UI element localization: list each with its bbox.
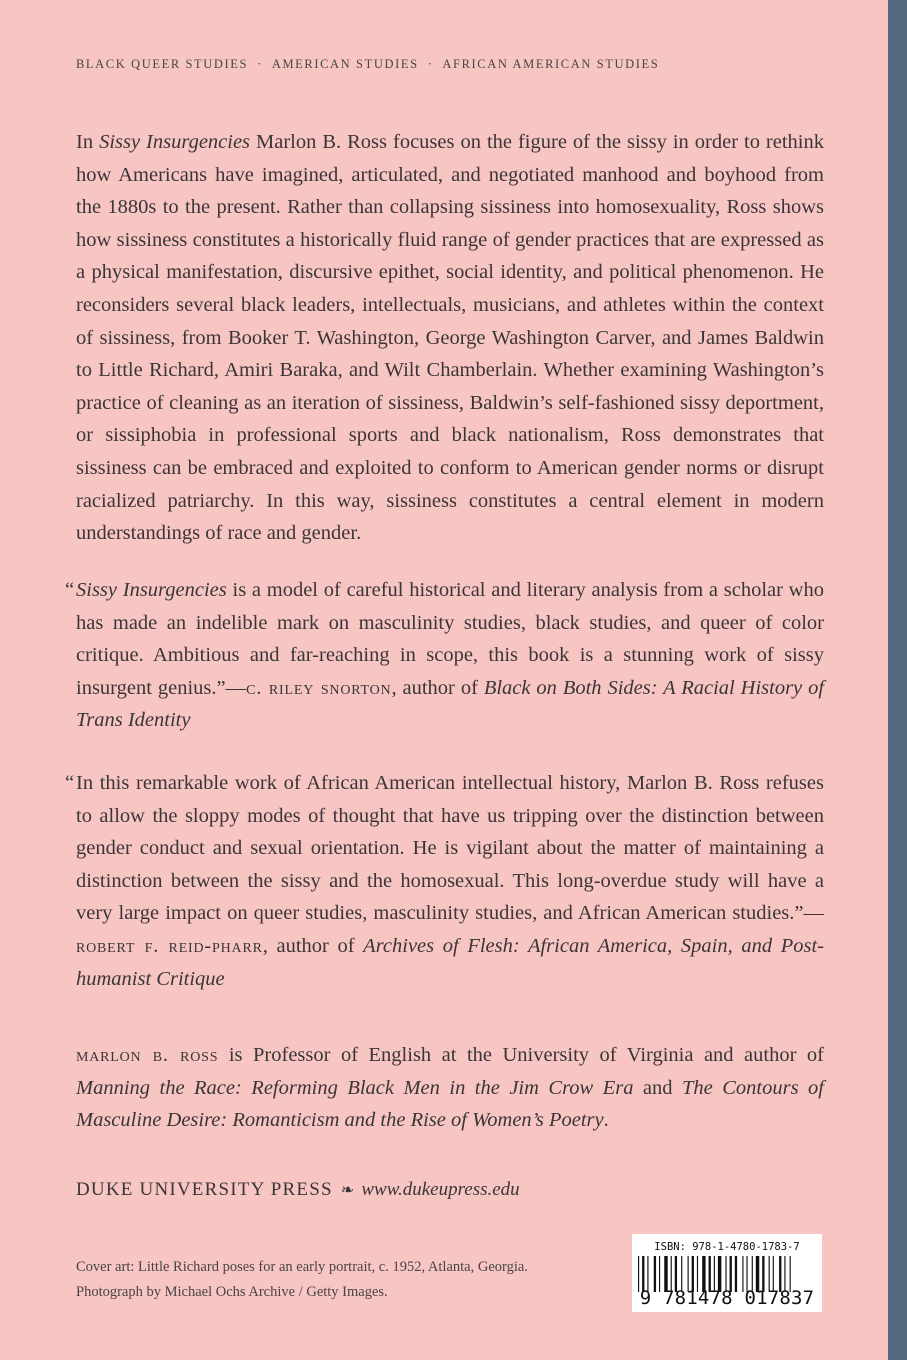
series-list [76, 57, 659, 72]
quote-author: c. riley snorton [246, 676, 392, 699]
bio-end: . [603, 1109, 609, 1132]
bio-text: is Professor of English at the University of Virginia and author of [218, 1044, 824, 1066]
series-item: BLACK QUEER STUDIES [76, 57, 249, 71]
open-quote: “ [65, 579, 75, 601]
series-separator: · [257, 57, 263, 71]
book-description [76, 126, 824, 550]
fleuron-icon: ❧ [340, 1182, 356, 1199]
publisher-url: www.dukeupress.edu [361, 1179, 520, 1200]
credit-line-2: Photograph by Michael Ochs Archive / Getty Images. [76, 1284, 388, 1300]
endorsement-reid-pharr [65, 767, 824, 995]
series-separator: · [427, 57, 434, 71]
credit-line-1: Cover art: Little Richard poses for an early portrait, c. 1952, Atlanta, Georgia. [76, 1259, 528, 1275]
blurb-lead: In [76, 131, 100, 153]
series-item: AMERICAN STUDIES [271, 57, 419, 71]
bio-conjunction: and [633, 1076, 683, 1099]
spine-edge [888, 0, 907, 1360]
series-item: AFRICAN AMERICAN STUDIES [442, 57, 660, 71]
isbn-label: ISBN: 978-1-4780-1783-7 [654, 1241, 800, 1253]
quote-text: is a model of careful historical and literary analysis from a scholar who has made an indelible mark on masculinity studies, black studies, and queer of color critique. Ambitious and far-reaching in scope, this book is a stunning work of sissy insurgent genius.”— [76, 579, 824, 699]
author-bio [76, 1039, 824, 1137]
bio-book-2: The Contours of Masculine Desire: Romanticism and the Rise of Women’s Poetry [76, 1076, 824, 1132]
quote-author: robert f. reid-pharr [76, 934, 263, 957]
quote-author-of: , author of [262, 934, 364, 957]
barcode-digits: 9 781478 017837 [639, 1287, 815, 1309]
open-quote: “ [65, 772, 75, 794]
cover-credit [76, 1255, 528, 1305]
quote-author-work: Archives of Flesh: African America, Spain, and Post-humanist Critique [76, 934, 824, 990]
quote-book-title: Sissy Insurgencies [76, 579, 227, 601]
endorsement-snorton [65, 574, 825, 737]
publisher-line [76, 1179, 520, 1201]
isbn-barcode [632, 1234, 822, 1312]
book-title: Sissy Insurgencies [99, 131, 251, 153]
quote-author-work: Black on Both Sides: A Racial History of Trans Identity [76, 676, 825, 732]
bio-book-1: Manning the Race: Reforming Black Men in the Jim Crow Era [76, 1076, 634, 1099]
quote-author-of: , author of [391, 676, 484, 699]
author-name: marlon b. ross [76, 1044, 219, 1066]
quote-text: In this remarkable work of African American intellectual history, Marlon B. Ross refuses to allow the sloppy modes of thought that have us tripping over the distinction between gender conduct and sexual orientation. He is vigilant about the matter of maintaining a distinction between the sissy and the homosexual. This long-overdue study will have a very large impact on queer studies, masculinity studies, and African American studies.”— [76, 772, 824, 925]
blurb-text: Marlon B. Ross focuses on the figure of the sissy in order to rethink how Americans have imagined, articulated, and negotiated manhood and boyhood from the 1880s to the present. Rather than collapsing sissiness into homosexuality, Ross shows how sissiness constitutes a historically fluid range of gender practices that are expressed as a physical manifestation, discursive epithet, social identity, and political phenomenon. He reconsiders several black leaders, intellectuals, musicians, and athletes within the context of sissiness, from Booker T. Washington, George Washington Carver, and James Baldwin to Little Richard, Amiri Baraka, and Wilt Chamberlain. Whether examining Washington’s practice of cleaning as an iteration of sissiness, Baldwin’s self-fashioned sissy deportment, or sissiphobia in professional sports and black nationalism, Ross demonstrates that sissiness can be embraced and exploited to conform to American gender norms or disrupt racialized patriarchy. In this way, sissiness constitutes a central element in modern understandings of race and gender. [76, 131, 824, 545]
publisher-name: DUKE UNIVERSITY PRESS [76, 1179, 333, 1200]
